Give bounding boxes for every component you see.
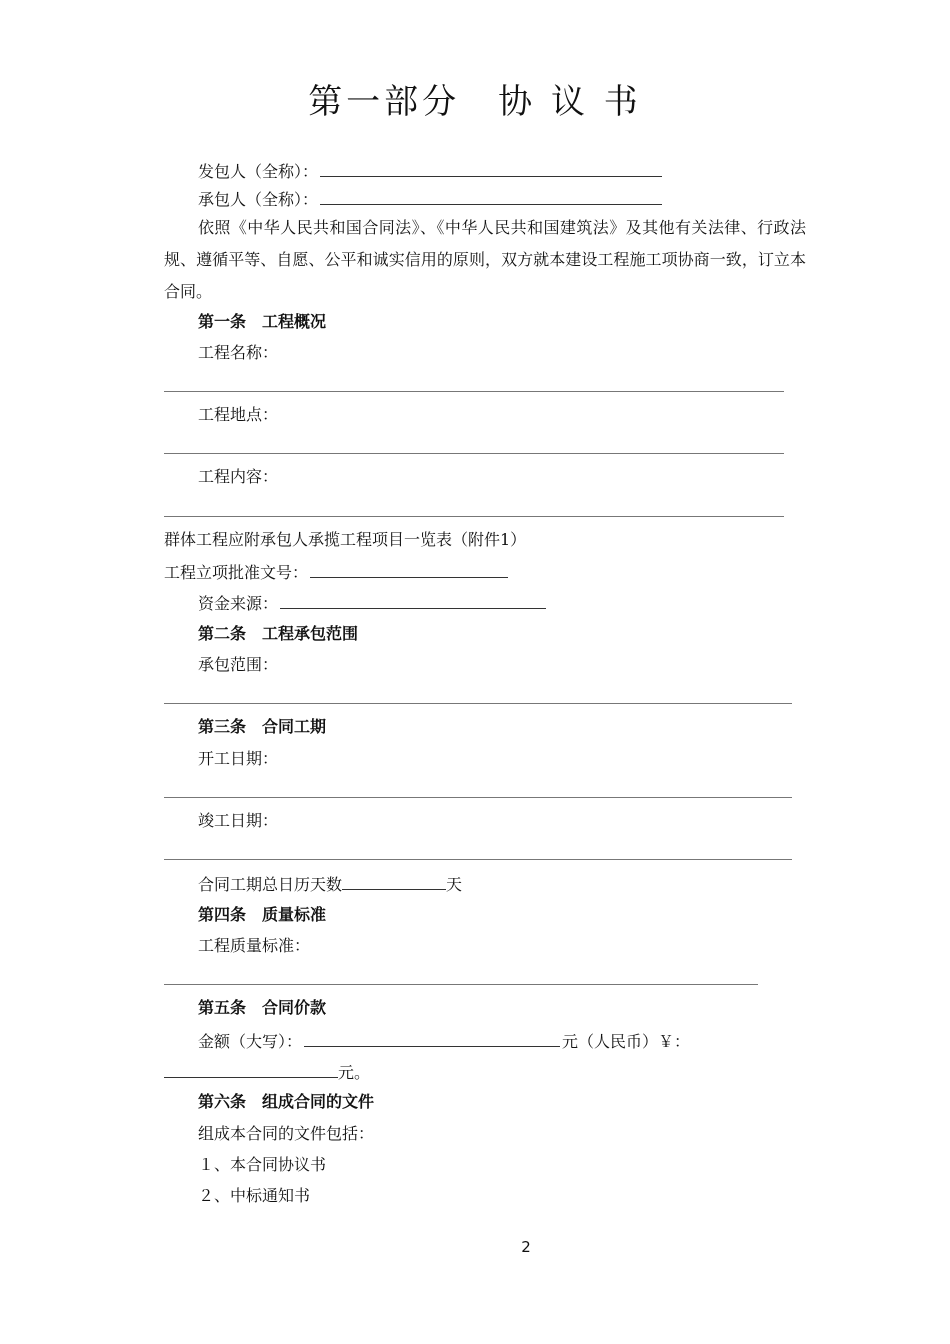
rmb-label: 元（人民币）￥：	[562, 1032, 691, 1051]
project-location-label: 工程地点：	[198, 405, 279, 424]
document-item: ２、中标通知书	[198, 1186, 311, 1205]
project-content-blank[interactable]	[164, 516, 784, 517]
group-project-note: 群体工程应附承包人承揽工程项目一览表（附件1）	[164, 530, 527, 549]
quality-label: 工程质量标准：	[198, 936, 311, 955]
article-3-heading: 第三条 合同工期	[198, 717, 327, 736]
article-6-heading: 第六条 组成合同的文件	[198, 1092, 375, 1111]
total-days-blank[interactable]	[342, 873, 446, 890]
approval-blank[interactable]	[310, 561, 508, 578]
article-1-heading: 第一条 工程概况	[198, 312, 327, 331]
employer-blank[interactable]	[320, 160, 662, 177]
scope-blank[interactable]	[164, 703, 792, 704]
article-2-heading: 第二条 工程承包范围	[198, 624, 359, 643]
amount-words-blank[interactable]	[304, 1030, 560, 1047]
quality-blank[interactable]	[164, 984, 758, 985]
contractor-blank[interactable]	[320, 188, 662, 205]
total-days-suffix: 天	[446, 875, 463, 894]
employer-label: 发包人（全称）：	[198, 162, 319, 181]
end-date-label: 竣工日期：	[198, 811, 279, 830]
article-4-heading: 第四条 质量标准	[198, 905, 327, 924]
project-name-label: 工程名称：	[198, 343, 279, 362]
amount-line	[198, 1030, 690, 1052]
contractor-line	[198, 188, 664, 210]
documents-intro: 组成本合同的文件包括：	[198, 1124, 375, 1143]
contractor-label: 承包人（全称）：	[198, 190, 319, 209]
funding-label: 资金来源：	[198, 594, 279, 613]
project-name-blank[interactable]	[164, 391, 784, 392]
article-5-heading: 第五条 合同价款	[198, 998, 327, 1017]
total-days-prefix: 合同工期总日历天数	[198, 875, 343, 894]
page-title: 第一部分 协 议 书	[308, 82, 642, 122]
scope-label: 承包范围：	[198, 655, 279, 674]
amount-figure-blank[interactable]	[164, 1061, 338, 1078]
funding-blank[interactable]	[280, 592, 546, 609]
amount-label: 金额（大写）：	[198, 1032, 303, 1051]
document-item: １、本合同协议书	[198, 1155, 327, 1174]
employer-line	[198, 160, 664, 182]
approval-line	[164, 561, 510, 583]
project-content-label: 工程内容：	[198, 467, 279, 486]
approval-label: 工程立项批准文号：	[164, 563, 309, 582]
end-date-blank[interactable]	[164, 859, 792, 860]
start-date-label: 开工日期：	[198, 749, 279, 768]
intro-paragraph: 依照《中华人民共和国合同法》、《中华人民共和国建筑法》及其他有关法律、行政法规、遵循平等、自愿、公平和诚实信用的原则，双方就本建设工程施工项协商一致，订立本合同。	[164, 218, 806, 301]
funding-line	[198, 592, 548, 614]
amount-figure-line	[164, 1061, 370, 1083]
project-location-blank[interactable]	[164, 453, 784, 454]
start-date-blank[interactable]	[164, 797, 792, 798]
yuan-end: 元。	[338, 1063, 371, 1082]
total-days-line	[198, 873, 462, 895]
page-number: 2	[521, 1238, 531, 1256]
